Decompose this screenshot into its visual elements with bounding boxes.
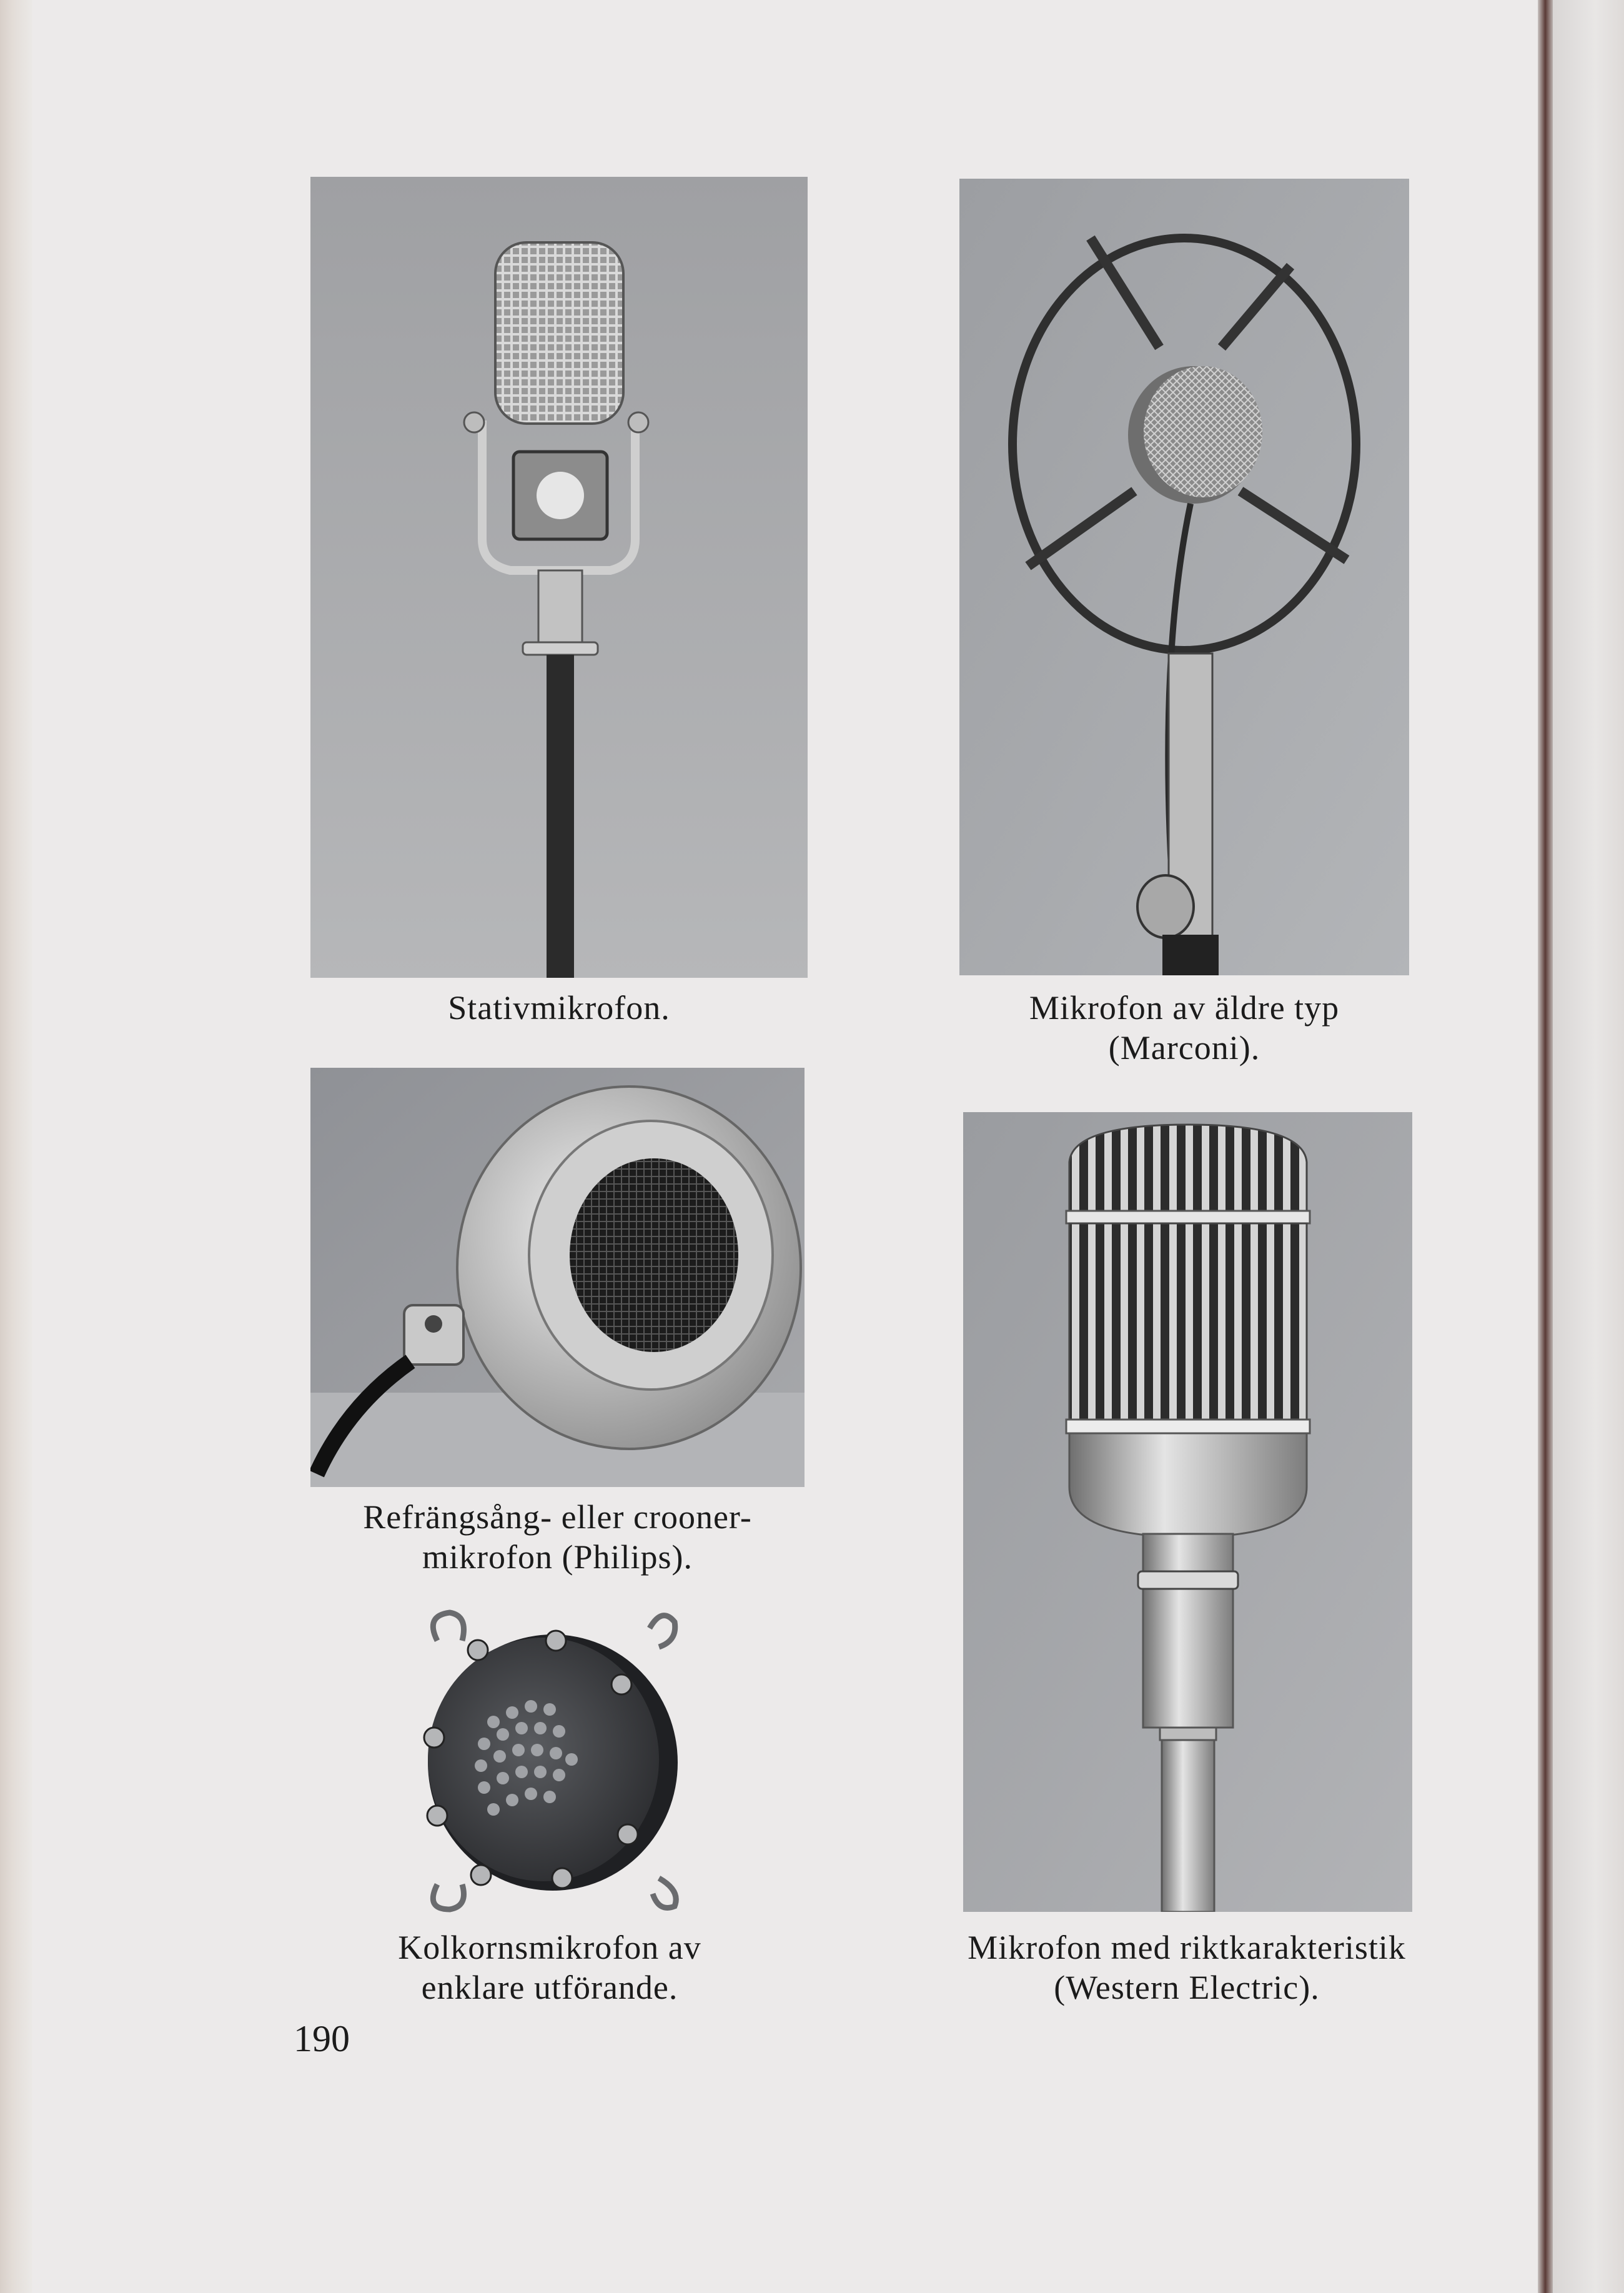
caption-line: (Marconi).	[1108, 1029, 1260, 1067]
carbon-microphone-photo	[412, 1603, 690, 1912]
marconi-microphone-photo	[959, 179, 1409, 975]
directional-microphone-caption	[937, 1927, 1437, 2007]
stand-microphone-caption	[310, 988, 808, 1028]
caption-line: Refrängsång- eller crooner-	[363, 1498, 752, 1536]
directional-microphone-photo	[963, 1112, 1412, 1912]
next-page-edge	[1553, 0, 1624, 2293]
caption-line: Kolkornsmikrofon av	[398, 1929, 701, 1966]
caption-line: enklare utförande.	[421, 1969, 678, 2006]
page-number: 190	[294, 2018, 350, 2059]
book-edge-left	[0, 0, 32, 2293]
caption-line: Mikrofon av äldre typ	[1029, 989, 1340, 1027]
caption-line: Stativmikrofon.	[448, 989, 670, 1027]
crooner-microphone-caption	[310, 1497, 805, 1577]
caption-line: mikrofon (Philips).	[422, 1538, 693, 1576]
crooner-microphone-illustration	[310, 1068, 805, 1487]
carbon-microphone-caption	[350, 1927, 750, 2007]
caption-line: Mikrofon med riktkarakteristik	[968, 1929, 1406, 1966]
stand-microphone-illustration	[310, 177, 808, 978]
carbon-microphone-illustration	[412, 1603, 690, 1912]
directional-microphone-illustration	[963, 1112, 1412, 1912]
marconi-microphone-caption	[959, 988, 1409, 1068]
caption-line: (Western Electric).	[1054, 1969, 1320, 2006]
stand-microphone-photo	[310, 177, 808, 978]
book-gutter	[1538, 0, 1553, 2293]
marconi-microphone-illustration	[959, 179, 1409, 975]
crooner-microphone-photo	[310, 1068, 805, 1487]
